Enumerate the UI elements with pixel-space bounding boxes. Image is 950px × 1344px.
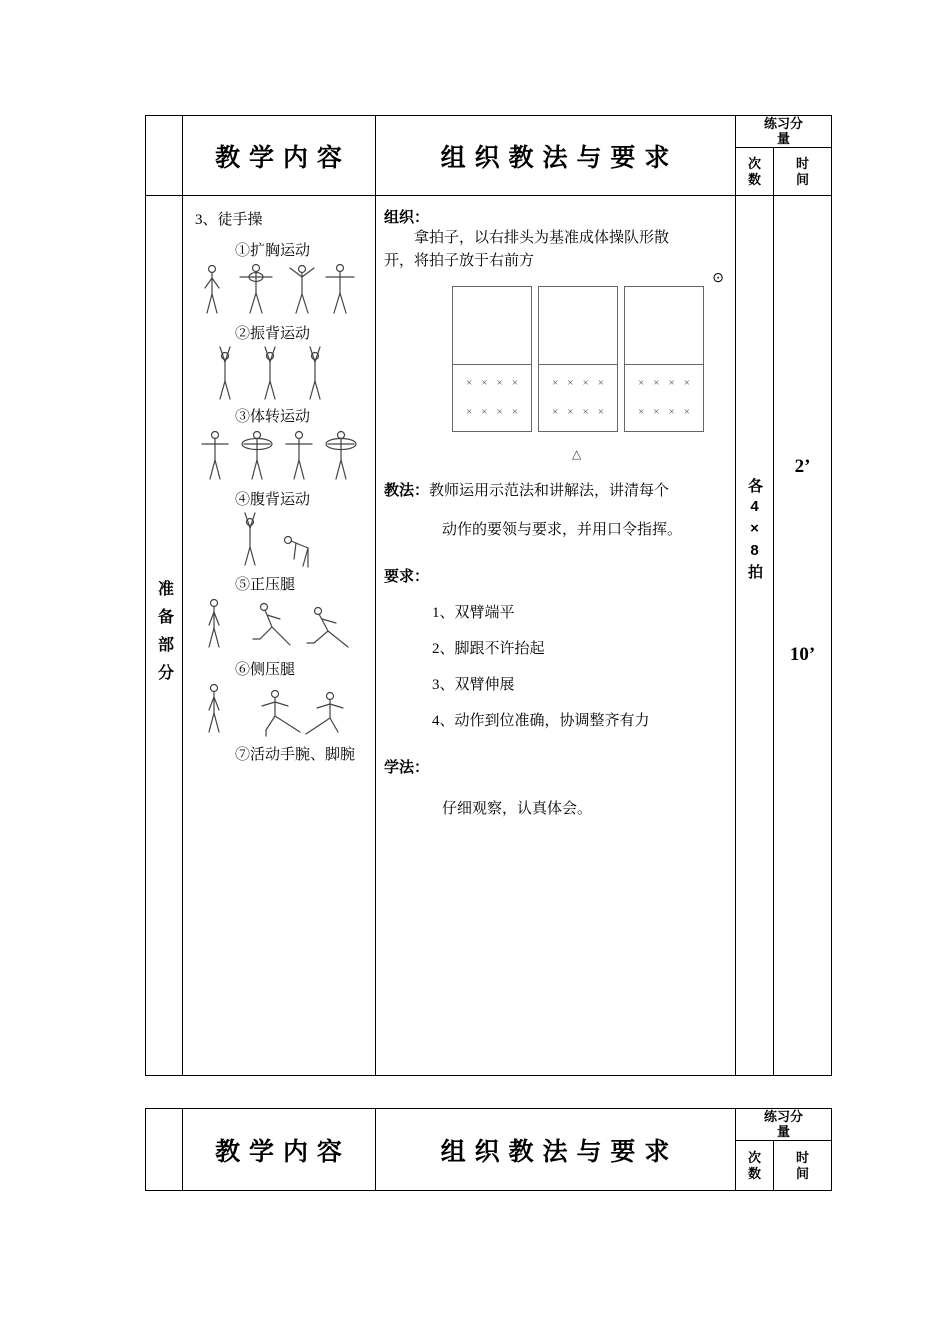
- col-header-time-2: [774, 1141, 831, 1190]
- amount-subheaders: [736, 148, 831, 195]
- student-marks-row: ××××: [466, 377, 527, 389]
- exercise-figures-abdomen-back: [220, 510, 340, 570]
- exercise-label-side-leg-press: ⑥侧压腿: [235, 662, 296, 678]
- organization-label: 组织：: [384, 209, 430, 226]
- col-header-teaching-content: 教 学 内 容: [183, 116, 376, 195]
- requirement-item: 2、脚跟不许抬起: [432, 641, 545, 657]
- col-header-organization-method: 组 织 教 法 与 要 求: [376, 116, 736, 195]
- teaching-method-label: 教法：: [384, 482, 430, 499]
- col-header-times: [736, 148, 774, 195]
- requirements-label: 要求：: [384, 568, 430, 585]
- exercise-figures-chest-expansion: [198, 261, 362, 319]
- organization-text-line2: 开，将拍子放于右前方: [384, 252, 535, 269]
- requirement-item: 3、双臂伸展: [432, 677, 515, 693]
- lesson-table: [145, 115, 832, 1076]
- learning-method-label: 学法：: [384, 759, 430, 776]
- court-2: [538, 286, 618, 432]
- time-label: 时间: [795, 155, 809, 187]
- organization-text-line1: 拿拍子，以右排头为基准成体操队形散: [414, 230, 670, 246]
- courts: [452, 286, 714, 432]
- exercise-label-abdomen-back: ④腹背运动: [235, 492, 311, 508]
- times-value: 各4×8拍: [746, 478, 763, 584]
- amount-subheaders-2: [736, 1141, 831, 1190]
- court-3: [624, 286, 704, 432]
- exercise-figures-body-turn: [195, 427, 365, 485]
- court-3-back-zone: [625, 365, 703, 431]
- organization-method-cell: [376, 196, 736, 1075]
- exercise-figures-front-leg-press: [200, 595, 360, 655]
- teacher-triangle-mark: △: [572, 447, 582, 461]
- exercise-label-front-leg-press: ⑤正压腿: [235, 577, 296, 593]
- court-3-front-zone: [625, 287, 703, 365]
- exercise-label-chest-expansion: ①扩胸运动: [235, 243, 311, 259]
- court-2-front-zone: [539, 287, 617, 365]
- exercise-amount-label-2: 练习分量: [763, 1108, 803, 1139]
- court-diagram: [452, 271, 724, 461]
- exercise-figures-side-leg-press: [200, 680, 360, 740]
- learning-method-block: [384, 756, 727, 777]
- student-marks-row: ××××: [552, 377, 613, 389]
- student-marks-row: ××××: [638, 406, 699, 418]
- teaching-method-text-line1: 教师运用示范法和讲解法，讲清每个: [429, 483, 670, 499]
- exercise-figures-back-swing: [205, 344, 355, 402]
- requirements-block: [384, 565, 727, 586]
- time-label-2: 时间: [795, 1149, 809, 1181]
- time-cell: [774, 196, 831, 1075]
- times-label-2: 次数: [747, 1149, 761, 1181]
- table-header-row-2: [146, 1109, 831, 1190]
- col-header-time: [774, 148, 831, 195]
- second-page-header-table: [145, 1108, 832, 1191]
- circle-target-mark: ⊙: [712, 271, 724, 286]
- stage-label: 准备部分: [155, 579, 173, 692]
- stage-cell: [146, 196, 183, 1075]
- requirement-item: 1、双臂端平: [432, 605, 515, 621]
- student-marks-row: ××××: [552, 406, 613, 418]
- requirement-item: 4、动作到位准确，协调整齐有力: [432, 713, 650, 729]
- learning-method-text: 仔细观察，认真体会。: [442, 801, 593, 817]
- time-value-2: 10’: [789, 644, 816, 665]
- teaching-content-cell: [183, 196, 376, 1075]
- col-header-exercise-amount-group: [736, 116, 831, 195]
- student-marks-row: ××××: [466, 406, 527, 418]
- exercise-label-back-swing: ②振背运动: [235, 326, 311, 342]
- student-marks-row: ××××: [638, 377, 699, 389]
- table-body-row: [146, 196, 831, 1075]
- court-2-back-zone: [539, 365, 617, 431]
- header-empty-cell-2: [146, 1109, 183, 1190]
- time-value-1: 2’: [794, 456, 811, 477]
- header-empty-cell: [146, 116, 183, 195]
- teaching-method-block: [384, 480, 727, 503]
- court-1-front-zone: [453, 287, 531, 365]
- organization-block: [384, 206, 727, 227]
- col-header-exercise-amount-group-2: [736, 1109, 831, 1190]
- exercise-label-wrist-ankle: ⑦活动手腕、脚腕: [235, 747, 356, 763]
- col-header-times-2: [736, 1141, 774, 1190]
- court-1-back-zone: [453, 365, 531, 431]
- court-1: [452, 286, 532, 432]
- times-cell: [736, 196, 774, 1075]
- table-header-row: [146, 116, 831, 196]
- col-header-exercise-amount-2: [736, 1109, 831, 1141]
- col-header-teaching-content-2: 教 学 内 容: [183, 1109, 376, 1190]
- content-title: 3、徒手操: [195, 212, 263, 228]
- teaching-method-text-line2: 动作的要领与要求，并用口令指挥。: [442, 521, 683, 538]
- exercise-amount-label: 练习分量: [763, 115, 803, 146]
- col-header-organization-method-2: 组 织 教 法 与 要 求: [376, 1109, 736, 1190]
- exercise-label-body-turn: ③体转运动: [235, 409, 311, 425]
- times-label: 次数: [747, 155, 761, 187]
- col-header-exercise-amount: [736, 116, 831, 148]
